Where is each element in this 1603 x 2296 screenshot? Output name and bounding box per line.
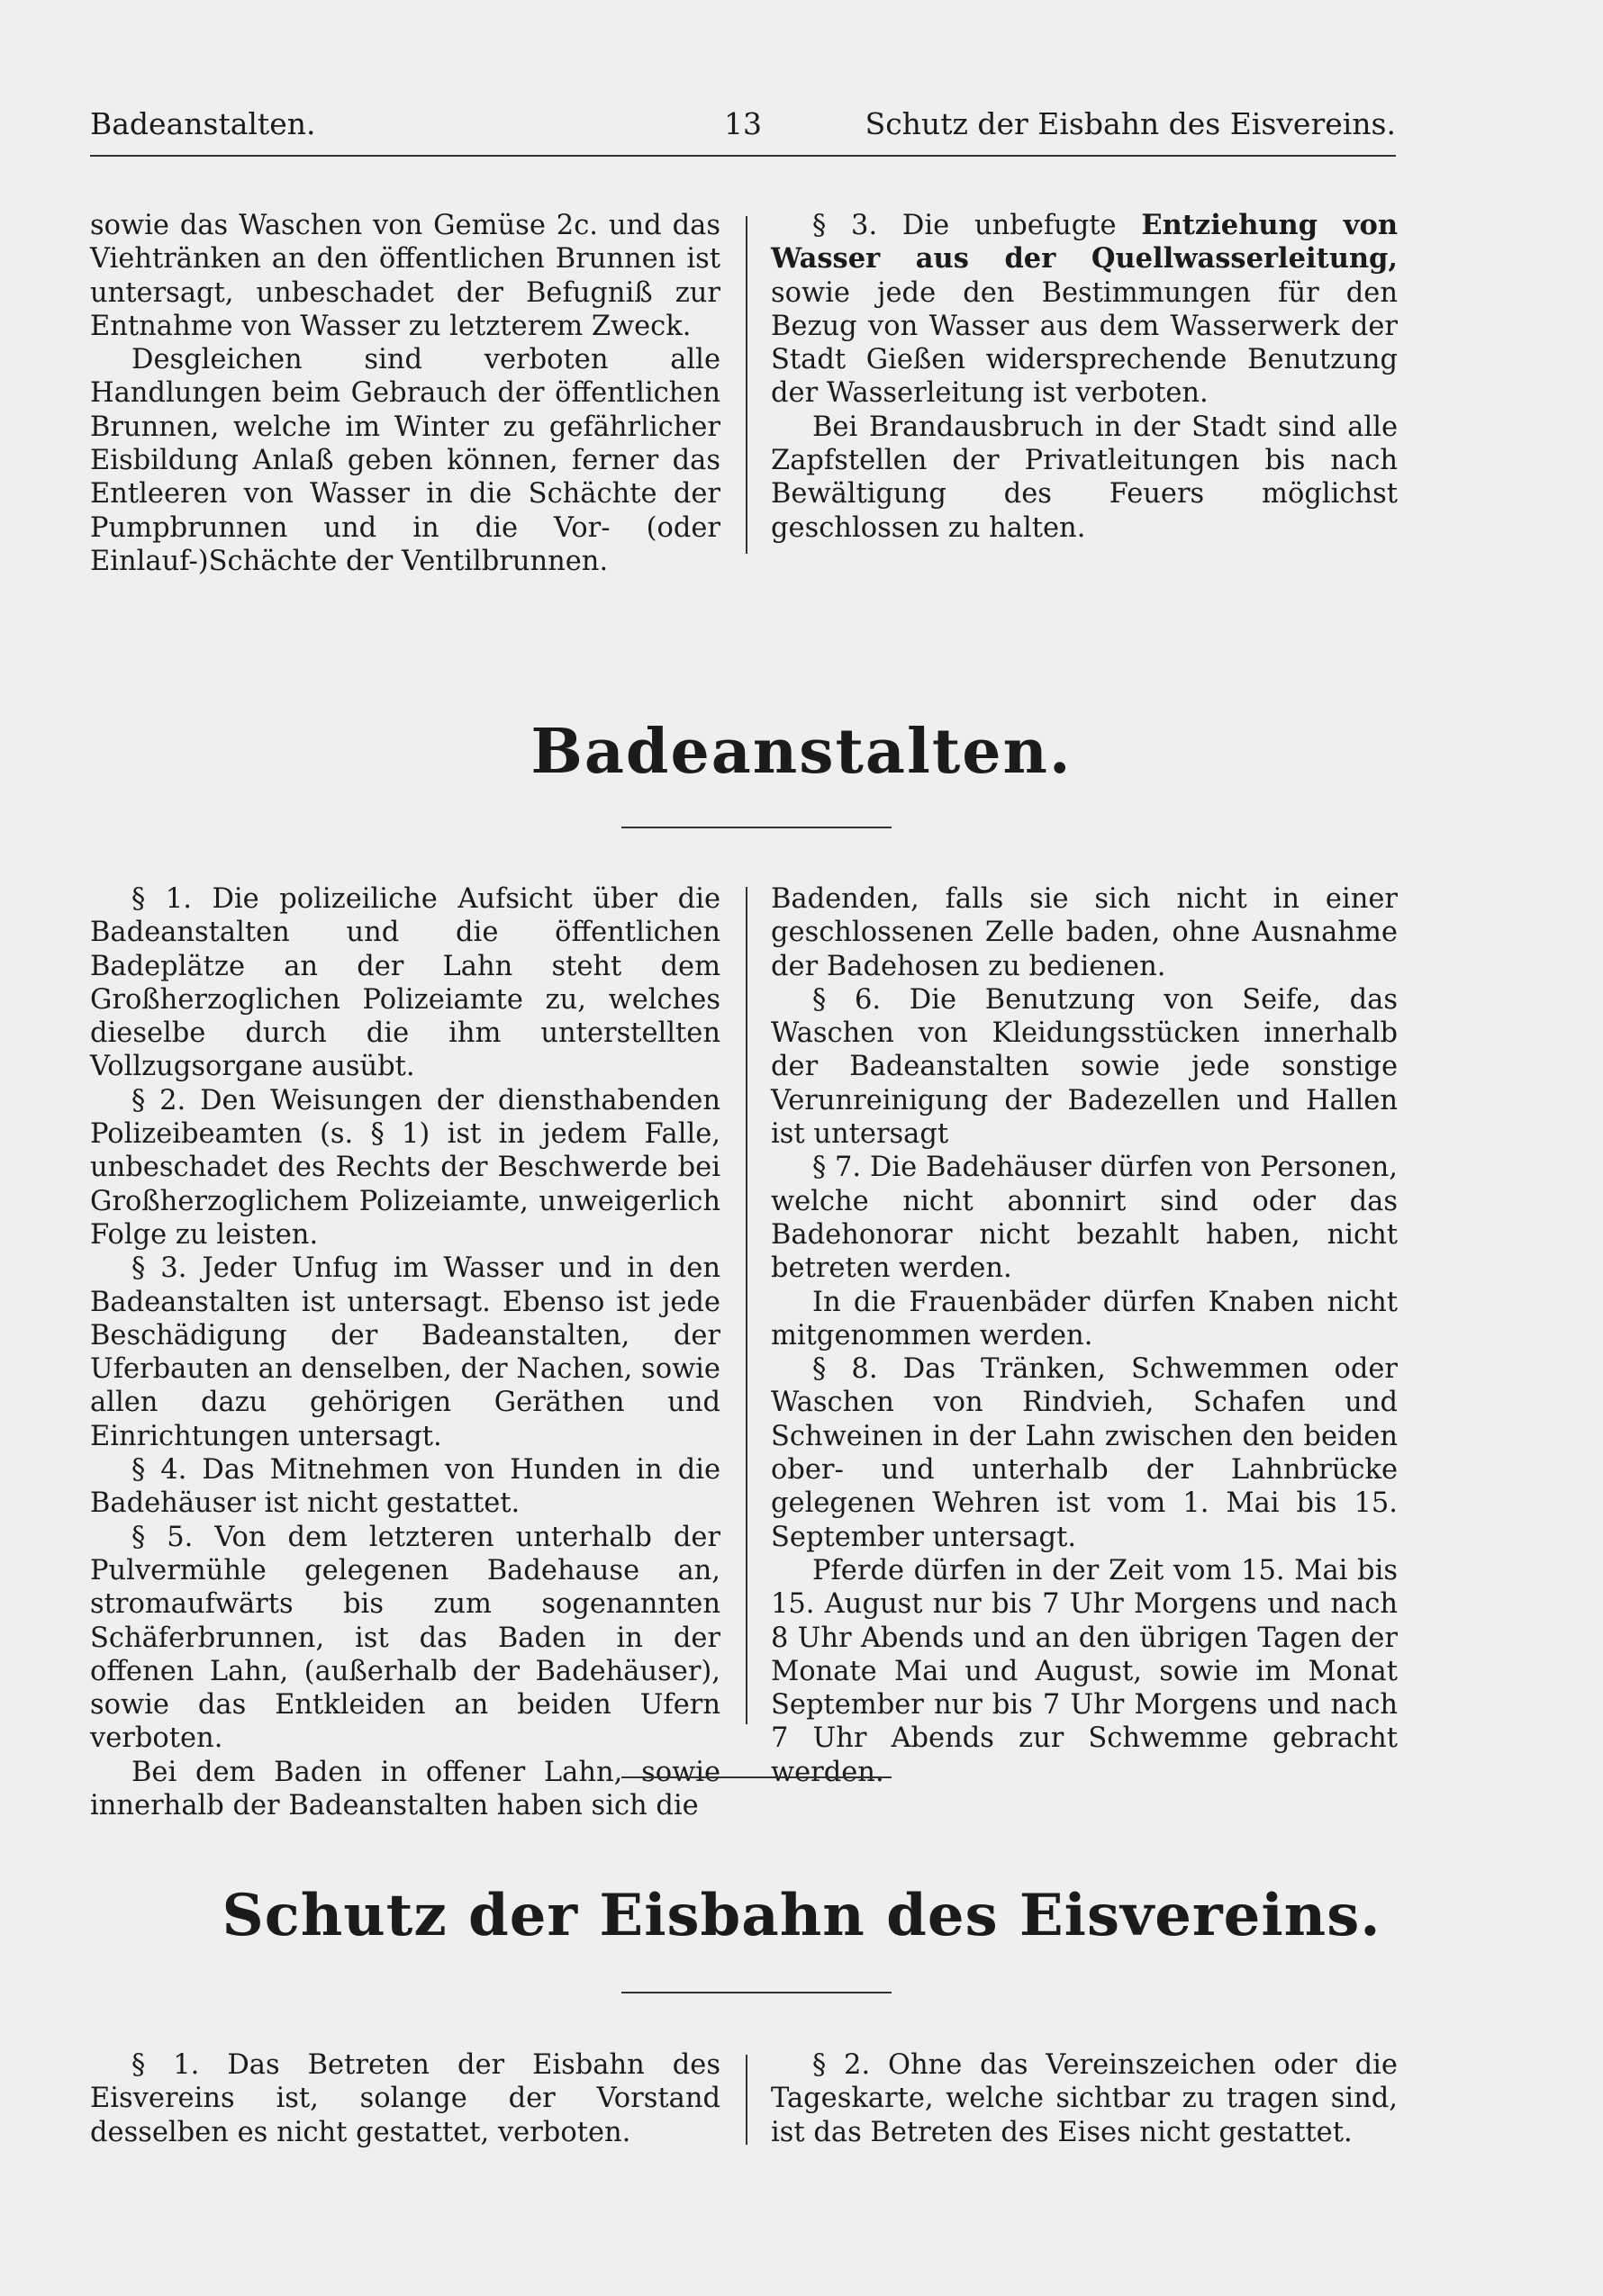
section-title-badeanstalten: Badeanstalten. [530,716,1073,788]
column-divider [746,216,747,554]
title-rule [621,1992,892,1993]
badeanstalten-right-column [771,882,1398,1789]
paragraph: Pferde dürfen in der Zeit vom 15. Mai bis 15. August nur bis 7 Uhr Morgens und nach 8 Uhr Abends und an den übrigen Tagen der Monate Mai und August, sowie im Monat September nur bis 7 Uhr Morgens und nach 7 Uhr Abends zur Schwemme gebracht werden. [771,1554,1398,1788]
badeanstalten-left-column [90,882,720,1822]
paragraph: Desgleichen sind verboten alle Handlungen beim Gebrauch der öffentlichen Brunnen, welche im Winter zu gefährlicher Eisbildung Anlaß geben können, ferner das Entleeren von Wasser in die Schächte der Pumpbrunnen und in die Vor- (oder Einlauf-)Schächte der Ventilbrunnen. [90,344,720,577]
paragraph: § 6. Die Benutzung von Seife, das Waschen von Kleidungsstücken innerhalb der Badeanstalten sowie jede sonstige Verunreinigung der Badezellen und Hallen ist untersagt [771,983,1398,1151]
paragraph: § 1. Das Betreten der Eisbahn des Eisvereins ist, solange der Vorstand desselben es nicht gestattet, verboten. [90,2049,720,2148]
page-number: 13 [724,106,762,141]
paragraph: § 3. Jeder Unfug im Wasser und in den Badeanstalten ist untersagt. Ebenso ist jede Beschädigung der Badeanstalten, der Uferbauten an denselben, der Nachen, sowie allen dazu gehörigen Geräthen und Einrichtungen untersagt. [90,1252,720,1452]
paragraph: § 1. Die polizeiliche Aufsicht über die Badeanstalten und die öffentlichen Badeplätze an der Lahn steht dem Großherzoglichen Polizeiamte zu, welches dieselbe durch die ihm unterstellten Vollzugsorgane ausübt. [90,883,720,1083]
column-divider [746,887,747,1724]
paragraph: § 8. Das Tränken, Schwemmen oder Waschen von Rindvieh, Schafen und Schweinen in der Lahn zwischen den beiden ober- und unterhalb der Lahnbrücke gelegenen Wehren ist vom 1. Mai bis 15. September untersagt. [771,1353,1398,1553]
paragraph: § 5. Von dem letzteren unterhalb der Pulvermühle gelegenen Badehause an, stromaufwärts bis zum sogenannten Schäferbrunnen, ist das Baden in der offenen Lahn, (außerhalb der Badehäuser), sowie das Entkleiden an beiden Ufern verboten. [90,1521,720,1755]
title-rule [621,827,892,828]
paragraph: § 2. Den Weisungen der diensthabenden Polizeibeamten (s. § 1) ist in jedem Falle, unbeschadet des Rechts der Beschwerde bei Großherzoglichem Polizeiamte, unweigerlich Folge zu leisten. [90,1084,720,1251]
paragraph: In die Frauenbäder dürfen Knaben nicht mitgenommen werden. [771,1286,1398,1351]
running-head-right: Schutz der Eisbahn des Eisvereins. [865,106,1396,141]
running-head [90,106,1396,151]
paragraph: § 7. Die Badehäuser dürfen von Personen, welche nicht abonnirt sind oder das Badehonorar nicht bezahlt haben, nicht betreten werden. [771,1152,1398,1285]
section-title-schutz: Schutz der Eisbahn des Eisvereins. [222,1882,1381,1949]
header-rule [90,155,1396,157]
paragraph: sowie das Waschen von Gemüse 2c. und das Viehtränken an den öffentlichen Brunnen ist untersagt, unbeschadet der Befugniß zur Entnahme von Wasser zu letzterem Zweck. [90,210,720,342]
column-divider [746,2055,747,2145]
schutz-right-column [771,2048,1398,2149]
paragraph: Bei dem Baden in offener Lahn, sowie innerhalb der Badeanstalten haben sich die [90,1756,720,1822]
top-left-column [90,209,720,578]
section-separator-rule [621,1776,892,1778]
running-head-left: Badeanstalten. [90,106,316,141]
bold-phrase: Entziehung von Wasser aus der Quellwasserleitung, [771,209,1398,276]
paragraph: Badenden, falls sie sich nicht in einer geschlossenen Zelle baden, ohne Ausnahme der Badehosen zu bedienen. [771,883,1398,982]
paragraph: Bei Brandausbruch in der Stadt sind alle Zapfstellen der Privatleitungen bis nach Bewältigung des Feuers möglichst geschlossen zu halten. [771,411,1398,544]
schutz-left-column [90,2048,720,2149]
paragraph: § 2. Ohne das Vereinszeichen oder die Tageskarte, welche sichtbar zu tragen sind, ist das Betreten des Eises nicht gestattet. [771,2049,1398,2148]
top-right-column [771,209,1398,545]
paragraph-section-3: § 3. Die unbefugte Entziehung von Wasser aus der Quellwasserleitung, sowie jede den Bestimmungen für den Bezug von Wasser aus dem Wasserwerk der Stadt Gießen widersprechende Benutzung der Wasserleitung ist verboten. [771,209,1398,410]
paragraph: § 4. Das Mitnehmen von Hunden in die Badehäuser ist nicht gestattet. [90,1454,720,1520]
